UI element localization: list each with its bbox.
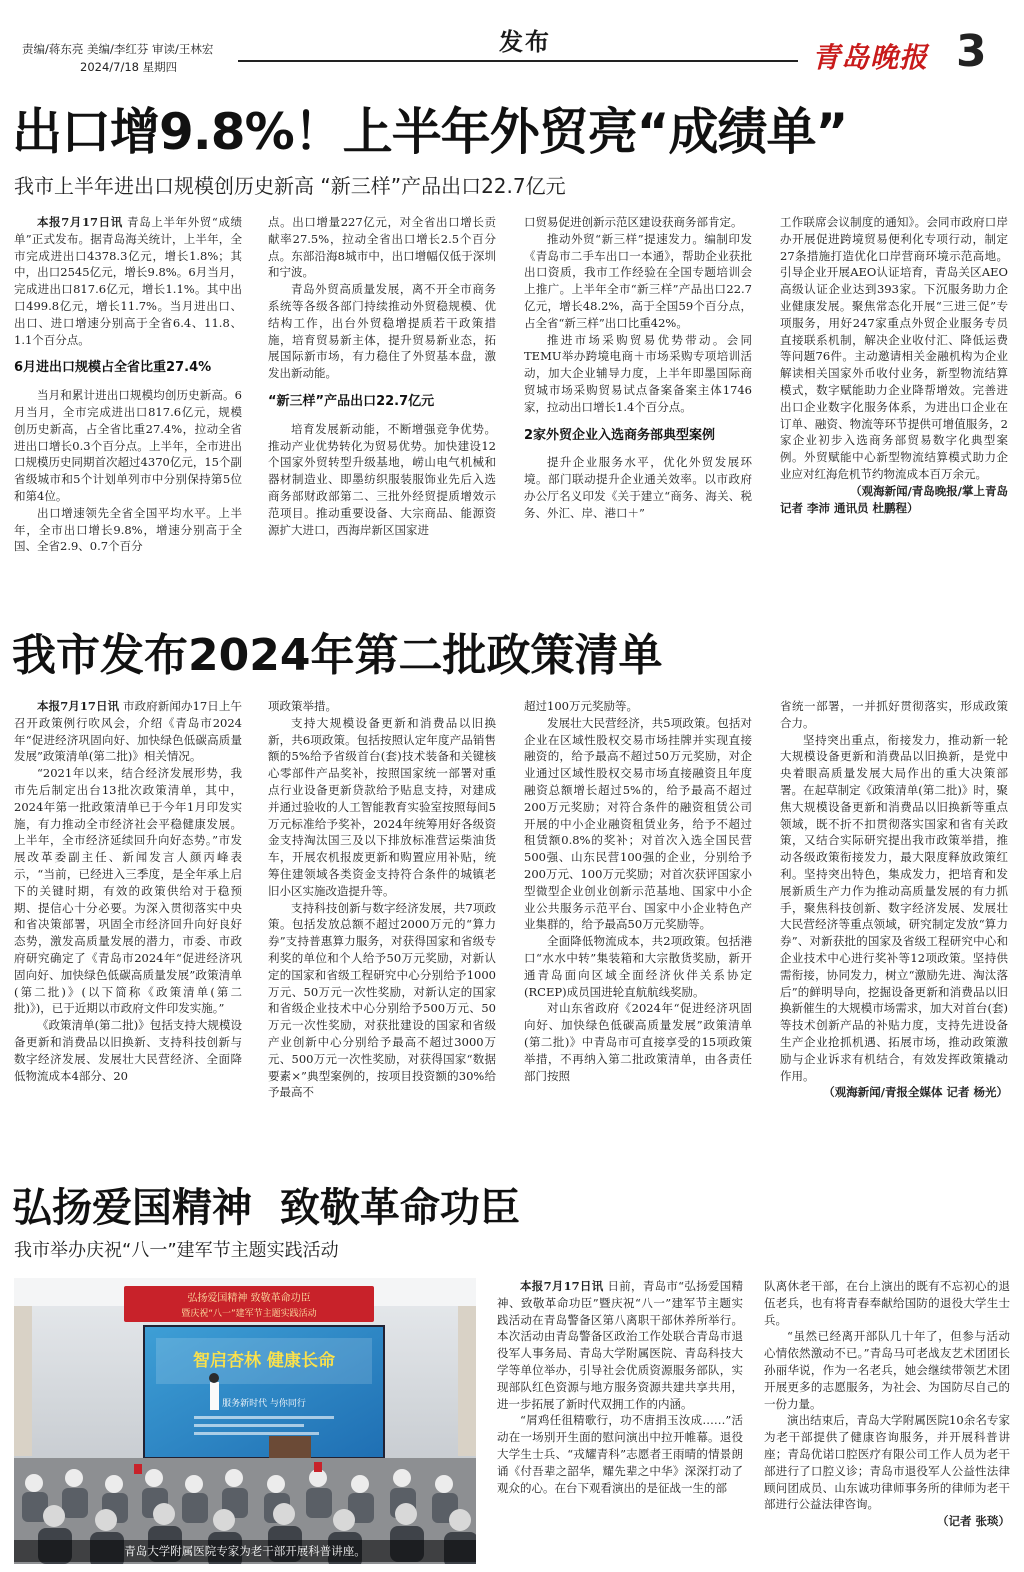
masthead: 青岛晚报 — [812, 41, 929, 74]
headline-trade: 出口增9.8%！上半年外贸亮“成绩单” — [12, 103, 848, 161]
article2-credit: （观海新闻/青报全媒体 记者 杨光） — [823, 1085, 1008, 1100]
article3-lead: 本报7月17日讯 — [520, 1279, 604, 1293]
event-photo — [14, 1278, 476, 1564]
photo-screen-title: 智启杏林 健康长命 — [193, 1351, 335, 1371]
article1-col3: 口贸易促进创新示范区建设获商务部肯定。 推动外贸“新三样”提速发力。编制印发《青岛市二手车出口一本通》，帮助企业获批出口资质，我市工作经验在全国专题培训会上推广。上半年全市“新三样”产品出口22.7亿元，增长48.2%，高于全国59个百分点，占全省“新三样”出口比重42%。 推进市场采购贸易优势带动。会同TEMU举办跨境电商＋市场采购专项培训活动，加大企业辅导力度，上半年即墨国际商贸城市场采购贸易试点备案备案主体1746家，拉动出口增长1.4个百分点。 2家外贸企业入选商务部典型案例 提升企业服务水平，优化外贸发展环境。部门联动提升企业通关效率。以市政府办公厅名义印发《关于建立“商务、海关、税务、外汇、岸、港口＋” — [524, 215, 752, 520]
article2-col4: 省统一部署，一并抓好贯彻落实，形成政策合力。 坚持突出重点，衔接发力，推动新一轮大规模设备更新和消费品以旧换新，是党中央着眼高质量发展大局作出的重大决策部署。在起草制定《政策清单(第二批)》时，聚焦大规模设备更新和消费品以旧换新等重点领域，既不折不扣贯彻落实国家和省有关政策，又结合实际研究提出我市政策举措，推动各级政策衔接发力，最大限度释放政策红利。坚持突出特色，集成发力，把培育和发展新质生产力作为推动高质量发展的有力抓手，聚焦科技创新、数字经济发展、发展壮大民营经济等重点领域，研究制定发放“算力券”、对新获批的国家及省级工程研究中心和企业技术中心进行奖补等12项政策。坚持供需衔接，协同发力，树立“激励先进、淘汰落后”的鲜明导向，挖掘设备更新和消费品以旧换新催生的大规模市场需求，加大对首台(套)等技术创新产品的补贴力度，支持先进设备生产企业抢抓机遇、拓展市场，推动政策激励与企业诉求有机结合，有效发挥政策撬动作用。 （观海新闻/青报全媒体 记者 杨光） — [780, 699, 1008, 1100]
header-meta — [22, 40, 213, 76]
article1-subhead2: “新三样”产品出口22.7亿元 — [268, 393, 435, 409]
article1-col1: 本报7月17日讯 青岛上半年外贸“成绩单”正式发布。据青岛海关统计，上半年，全市完成进出口4378.3亿元，增长1.8%；其中，出口2545亿元，增长9.8%。6月当月，完成进出口817.6亿元，增长1.1%。其中出口499.8亿元，增长11.7%。当月进出口、出口、进口增速分别高于全省6.4、11.8、1.1个百分点。 6月进出口规模占全省比重27.4% 当月和累计进出口规模均创历史新高。6月当月，全市完成进出口817.6亿元，规模创历史新高，占全省比重27.4%，拉动全省进出口增长0.3个百分点。上半年，全市进出口规模历史同期首次超过4370亿元，15个副省级城市和5个计划单列市中分别保持第5位和第4位。 出口增速领先全省全国平均水平。上半年，全市出口增长9.8%，增速分别高于全国、全省2.9、0.7个百分 — [14, 215, 242, 554]
article2-col3: 超过100万元奖励等。 发展壮大民营经济，共5项政策。包括对企业在区域性股权交易市场挂牌并实现直接融资的，给予最高不超过50万元奖励，对企业通过区域性股权交易市场直接融资且年度融资总额增长超过5%的，给予最高不超过200万元奖励；对符合条件的融资租赁公司开展的中小企业融资租赁业务，给予不超过租赁额0.8%的奖补；对首次入选全国民营500强、山东民营100强的企业，分别给予200万元、100万元奖励；对首次获评国家小型微型企业创业创新示范基地、国家中小企业公共服务示范平台、国家中小企业特色产业集群的，给予最高50万元奖励等。 全面降低物流成本，共2项政策。包括港口“水水中转”集装箱和大宗散货奖励，新开通青岛面向区域全面经济伙伴关系协定(RCEP)成员国进轮直航航线奖励。 对山东省政府《2024年“促进经济巩固向好、加快绿色低碳高质量发展”政策清单(第二批)》中青岛市可直接享受的15项政策举措，不再纳入第二批政策清单，由各责任部门按照 — [524, 699, 752, 1083]
article1-credit: （观海新闻/青岛晚报/掌上青岛 — [850, 483, 1008, 498]
article1-col4: 工作联席会议制度的通知》。会同市政府口岸办开展促进跨境贸易便利化专项行动，制定27条措施打造优化口岸营商环境示范高地。引导企业开展AEO认证培育，青岛关区AEO高级认证企业达到393家。下沉服务助力企业健康发展。聚焦常态化开展“三进三促”专项服务，用好247家重点外贸企业服务专员直接联系机制，解决企业收付汇、降低运费等问题76件。主动邀请相关金融机构为企业解读相关国家外币收付业务，新型物流结算模式，数字赋能助力企业降帮增效。完善进出口企业数字化服务体系，为进出口企业在订单、融资、物流等环节提供可增值服务，2家企业初步入选商务部贸易数字化典型案例。外贸赋能中心新型物流结算模式助力企业应对红海危机节约物流成本百万余元。 （观海新闻/青岛晚报/掌上青岛 记者 李沛 通讯员 杜鹏程） — [780, 215, 1008, 515]
subheadline-trade: 我市上半年进出口规模创历史新高 “新三样”产品出口22.7亿元 — [14, 174, 566, 198]
article2-col1: 本报7月17日讯 市政府新闻办17日上午召开政策例行吹风会，介绍《青岛市2024年“促进经济巩固向好、加快绿色低碳高质量发展”政策清单(第二批)》相关情况。 “2021年以来，结合经济发展形势，我市先后制定出台13批次政策清单，其中，2024年第一批政策清单已于今年1月印发实施，有力推动全市经济社会平稳健康发展。上半年，全市经济延续回升向好态势。”市发展改革委副主任、新闻发言人颜丙峰表示，“当前，已经进入三季度，是全年承上启下的关键时期，有效的政策供给对于稳预期、提信心十分必要。为深入贯彻落实中央和省决策部署，巩固全市经济回升向好良好态势，激发高质量发展的潜力，市委、市政府研究确定了《青岛市2024年“促进经济巩固向好、加快绿色低碳高质量发展”政策清单(第二批)》(以下简称《政策清单(第二批)》)，已于近期以市政府文件印发实施。” 《政策清单(第二批)》包括支持大规模设备更新和消费品以旧换新、支持科技创新与数字经济发展、发展壮大民营经济、全面降低物流成本4部分、20 — [14, 699, 242, 1083]
article2-lead: 本报7月17日讯 — [37, 699, 120, 713]
subheadline-army-day: 我市举办庆祝“八一”建军节主题实践活动 — [14, 1240, 339, 1261]
event-photo-illustration — [14, 1278, 476, 1564]
editor-credits: 责编/蒋东亮 美编/李红芬 审读/王林宏 — [22, 42, 214, 56]
headline-army-day: 弘扬爱国精神 致敬革命功臣 — [12, 1185, 520, 1231]
article1-col2: 点。出口增量227亿元，对全省出口增长贡献率27.5%，拉动全省出口增长2.5个百分点。东部沿海8城市中，出口增幅仅低于深圳和宁波。 青岛外贸高质量发展，离不开全市商务系统等各级各部门持续推动外贸稳规模、优结构工作，出台外贸稳增提质若干政策措施，培育贸易新主体，提升贸易新业态，拓展国际新市场，有力稳住了外贸基本盘，激发出新动能。 “新三样”产品出口22.7亿元 培育发展新动能，不断增强竞争优势。推动产业优势转化为贸易优势。加快建设12个国家外贸转型升级基地，崂山电气机械和器材制造业、即墨纺织服装服饰业先后入选商务部财政部第二、三批外经贸提质增效示范项目。推动重要设备、大宗商品、能源资源扩大进口，西海岸新区国家进 — [268, 215, 496, 537]
issue-date: 2024/7/18 星期四 — [80, 60, 178, 74]
header-rule — [238, 60, 798, 62]
photo-screen-subtitle: 服务新时代 与你同行 — [222, 1399, 306, 1409]
article2-col2: 项政策举措。 支持大规模设备更新和消费品以旧换新，共6项政策。包括按照认定年度产品销售额的5%给予省级首台(套)技术装备和关键核心零部件产品奖补，按照国家统一部署对重点行业设备更新贷款给予贴息支持，对建成并通过验收的人工智能教育实验室按照每间5万元标准给予奖补，2024年统筹用好各级资金支持淘汰国三及以下排放标准营运柴油货车，开展农机报废更新和购置应用补贴，统筹住建领域各类资金支持符合条件的城镇老旧小区实施改造提升等。 支持科技创新与数字经济发展，共7项政策。包括发放总额不超过2000万元的“算力券”支持普惠算力服务，对获得国家和省级专利奖的单位和个人给予50万元奖励，对新认定的国家和省级工程研究中心分别给予1000万元、50万元一次性奖励，对新认定的国家和省级企业技术中心分别给予500万元、50万元一次性奖励，对获批建设的国家和省级产业创新中心分别给予最高不超过3000万元、500万元一次性奖励，对获得国家“数据要素×”典型案例的，按项目投资额的30%给予最高不 — [268, 699, 496, 1100]
article3-col2: 队离休老干部，在台上演出的既有不忘初心的退伍老兵，也有将青春奉献给国防的退役大学生士兵。 “虽然已经离开部队几十年了，但参与活动心情依然激动不已。”青岛马可老战友艺术团团长孙丽华说，作为一名老兵，她会继续带领艺术团开展更多的志愿服务，为社会、为国防尽自己的一份力量。 演出结束后，青岛大学附属医院10余名专家为老干部提供了健康咨询服务，并开展科普讲座；青岛优诺口腔医疗有限公司工作人员为老干部进行了口腔义诊；青岛市退役军人公益性法律顾问团成员、山东诚功律师事务所的律师为老干部进行公益法律咨询。 （记者 张琰） — [764, 1279, 1010, 1529]
article3-col1: 本报7月17日讯 日前，青岛市“弘扬爱国精神、致敬革命功臣”暨庆祝“八一”建军节主题实践活动在青岛警备区第八离职干部休养所举行。本次活动由青岛警备区政治工作处联合青岛市退役军人事务局、青岛大学附属医院、青岛科技大学等单位举办，引导社会优质资源服务部队，实现部队红色资源与地方服务资源共建共享共用，进一步拓展了新时代双拥工作的内涵。 “屑鸡任徂精歌行，功不唐捐玉汝成……”活动在一场别开生面的慰问演出中拉开帷幕。退役大学生士兵、“戎耀青科”志愿者王雨晴的情景朗诵《付吾辈之韶华，耀先辈之中华》深深打动了观众的心。在台下观看演出的是征战一生的部 — [497, 1279, 743, 1495]
photo-banner-line2: 暨庆祝“八一”建军节主题实践活动 — [181, 1309, 317, 1319]
section-label: 发布 — [499, 28, 551, 56]
headline-policy: 我市发布2024年第二批政策清单 — [12, 630, 663, 681]
photo-caption: 青岛大学附属医院专家为老干部开展科普讲座。 — [14, 1540, 476, 1562]
photo-banner-line1: 弘扬爱国精神 致敬革命功臣 — [187, 1293, 311, 1304]
article1-credit2: 记者 李沛 通讯员 杜鹏程） — [780, 500, 919, 515]
article1-subhead1: 6月进出口规模占全省比重27.4% — [14, 360, 212, 376]
article1-lead: 本报7月17日讯 — [37, 215, 123, 229]
page-number: 3 — [956, 26, 987, 77]
article1-subhead3: 2家外贸企业入选商务部典型案例 — [524, 427, 716, 443]
article3-credit: （记者 张琰） — [936, 1514, 1010, 1529]
